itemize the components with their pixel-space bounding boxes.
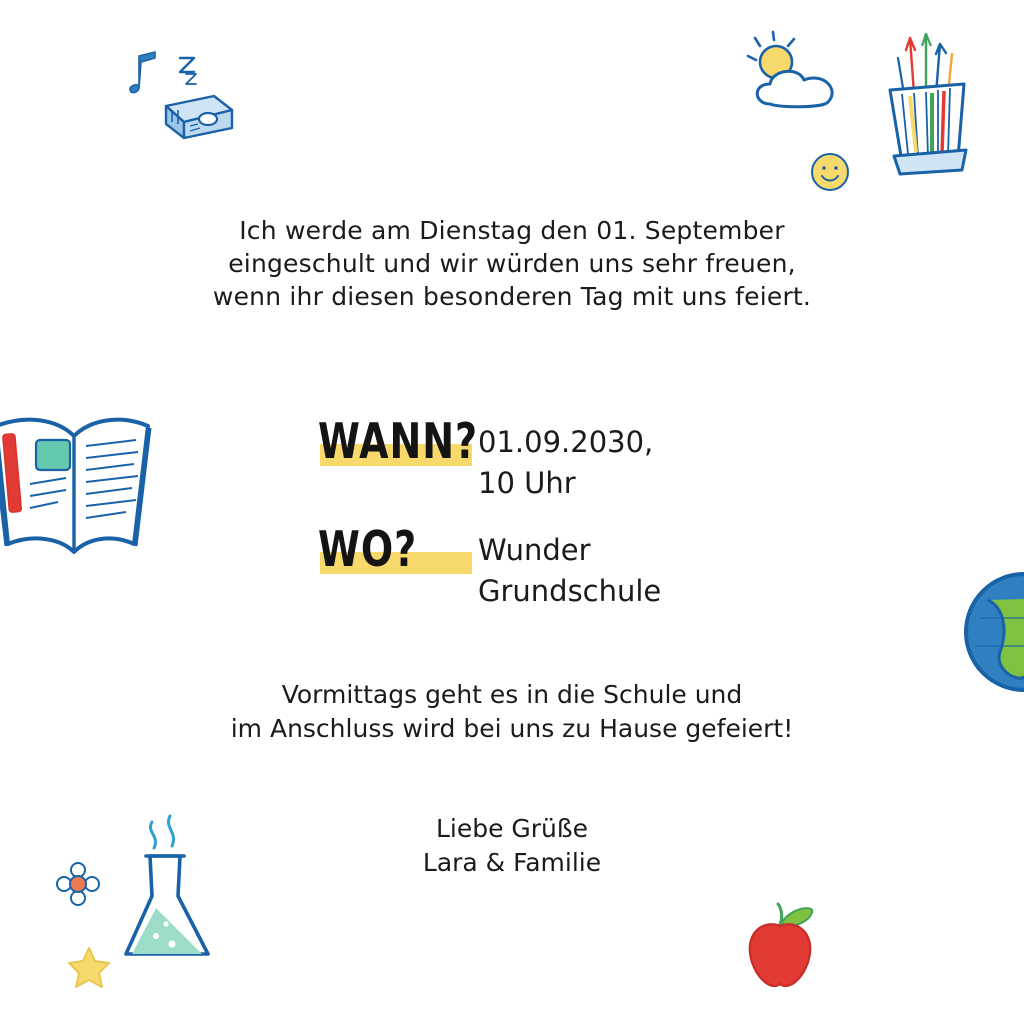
detail-row-wann bbox=[318, 413, 778, 504]
sleep-zzz-icon bbox=[176, 52, 212, 92]
signoff-line-1: Liebe Grüße bbox=[435, 814, 589, 843]
detail-label-wann bbox=[318, 413, 479, 470]
signoff-text bbox=[0, 812, 1024, 880]
detail-value-wo-line-1: Wunder bbox=[478, 533, 591, 567]
intro-text bbox=[0, 214, 1024, 313]
intro-line-1: Ich werde am Dienstag den 01. September bbox=[239, 216, 785, 245]
open-book-icon bbox=[0, 392, 158, 582]
detail-value-wo-line-2: Grundschule bbox=[478, 574, 662, 608]
apple-icon bbox=[736, 898, 826, 998]
afternote-line-1: Vormittags geht es in die Schule und bbox=[281, 680, 743, 709]
detail-value-wo bbox=[478, 526, 661, 612]
intro-line-2: eingeschult und wir würden uns sehr freuen, bbox=[228, 249, 796, 278]
afternote-line-2: im Anschluss wird bei uns zu Hause gefeiert! bbox=[230, 714, 794, 743]
smiley-face-icon bbox=[808, 150, 852, 194]
pencil-cup-icon bbox=[876, 28, 976, 188]
sun-cloud-icon bbox=[740, 30, 860, 130]
intro-line-3: wenn ihr diesen besonderen Tag mit uns feiert. bbox=[212, 282, 812, 311]
detail-value-wann-line-2: 10 Uhr bbox=[478, 466, 576, 500]
event-details bbox=[318, 413, 778, 634]
pencil-sharpener-icon bbox=[158, 88, 240, 150]
detail-value-wann bbox=[478, 418, 653, 504]
detail-label-wo-text: WO? bbox=[318, 521, 418, 578]
detail-label-wo bbox=[318, 521, 478, 578]
afternote-text bbox=[0, 678, 1024, 746]
detail-row-wo bbox=[318, 521, 778, 612]
star-icon bbox=[66, 944, 112, 990]
detail-label-wann-text: WANN? bbox=[318, 413, 479, 470]
signoff-line-2: Lara & Familie bbox=[422, 848, 602, 877]
detail-value-wann-line-1: 01.09.2030, bbox=[478, 425, 654, 459]
